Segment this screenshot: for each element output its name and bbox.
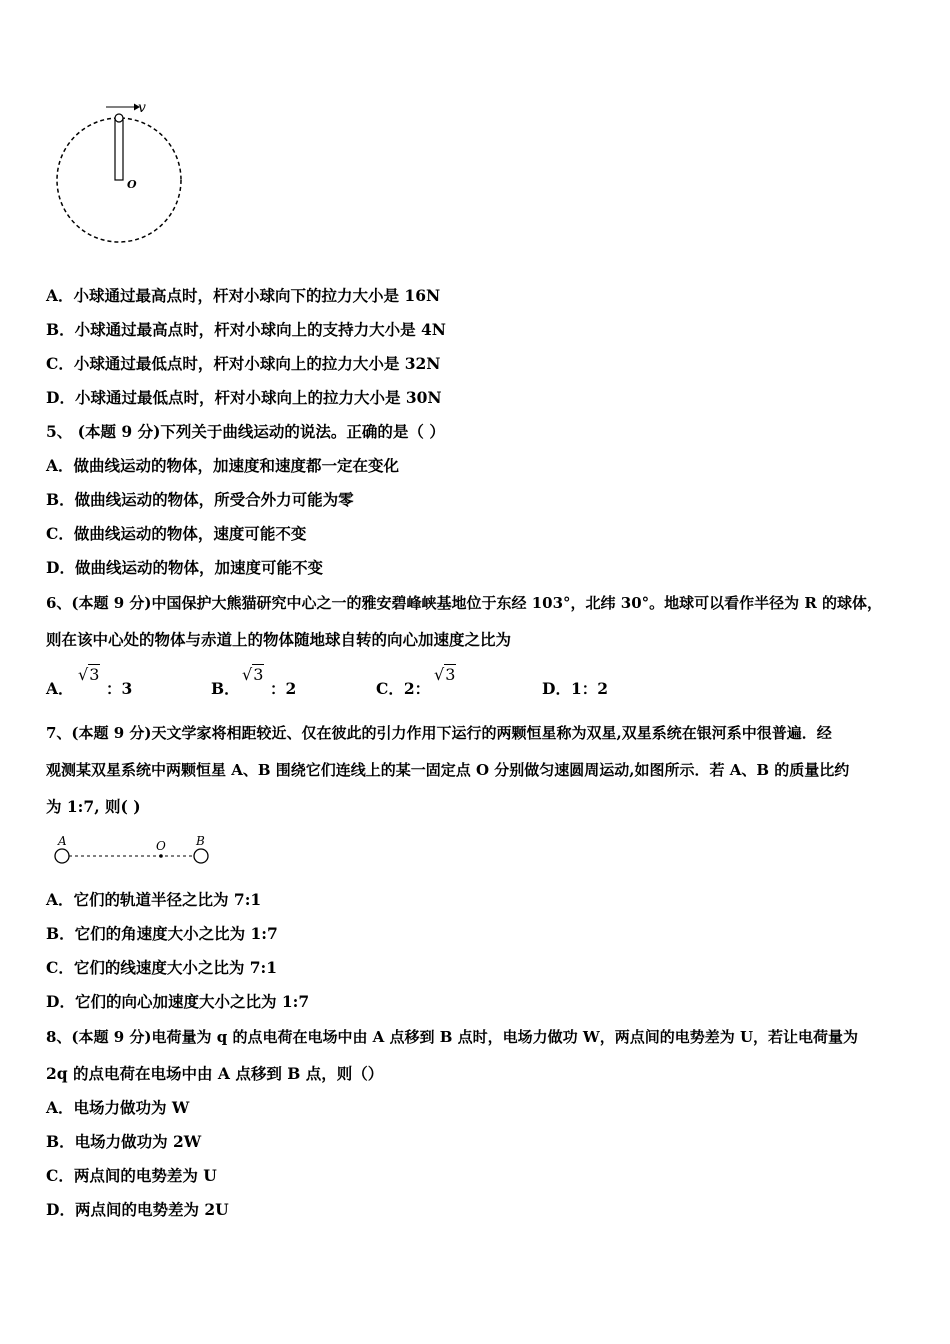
q6-stem-line2: 则在该中心处的物体与赤道上的物体随地球自转的向心加速度之比为 <box>46 630 512 649</box>
q6-stem-line1: 6、(本题 9 分)中国保护大熊猫研究中心之一的雅安碧峰峡基地位于东经 103°，北纬 30°。地球可以看作半径为 R 的球体， <box>46 594 883 612</box>
q6-option-b-sqrt: √3 <box>242 665 264 684</box>
q6-option-a: A． <box>46 679 74 698</box>
q7-stem-line1: 7、(本题 9 分)天文学家将相距较近、仅在彼此的引力作用下运行的两颗恒星称为双星,双星系统在银河系中很普遍．经 <box>46 724 832 742</box>
q7-option-c: C．它们的线速度大小之比为 7:1 <box>46 958 278 977</box>
q6-option-c: C．2： <box>376 679 431 698</box>
q4-option-c: C．小球通过最低点时，杆对小球向上的拉力大小是 32N <box>46 354 441 373</box>
q6-option-b: B． <box>211 679 240 698</box>
velocity-label: v <box>138 100 146 116</box>
q7-option-b: B．它们的角速度大小之比为 1:7 <box>46 924 278 943</box>
q4-option-d: D．小球通过最低点时，杆对小球向上的拉力大小是 30N <box>46 388 442 407</box>
q8-option-b: B．电场力做功为 2W <box>46 1132 202 1151</box>
star-b <box>194 849 208 863</box>
q8-option-c: C．两点间的电势差为 U <box>46 1166 217 1185</box>
label-b: B <box>196 834 205 848</box>
rod <box>115 118 123 180</box>
q5-option-d: D．做曲线运动的物体，加速度可能不变 <box>46 558 323 577</box>
center-label: O <box>127 178 137 191</box>
circular-motion-figure <box>50 98 190 248</box>
q8-option-a: A．电场力做功为 W <box>46 1098 190 1117</box>
star-a <box>55 849 69 863</box>
q4-option-b: B．小球通过最高点时，杆对小球向上的支持力大小是 4N <box>46 320 446 339</box>
q7-option-a: A．它们的轨道半径之比为 7:1 <box>46 890 262 909</box>
q4-option-a: A．小球通过最高点时，杆对小球向下的拉力大小是 16N <box>46 286 441 305</box>
binary-star-figure <box>50 830 215 868</box>
label-o: O <box>156 839 166 853</box>
ball <box>115 114 123 122</box>
q7-stem-line2: 观测某双星系统中两颗恒星 A、B 围绕它们连线上的某一固定点 O 分别做匀速圆周运动,如图所示．若 A、B 的质量比约 <box>46 761 850 779</box>
label-a: A <box>58 834 67 848</box>
q5-option-c: C．做曲线运动的物体，速度可能不变 <box>46 524 307 543</box>
q6-option-c-sqrt: √3 <box>434 665 456 684</box>
q5-option-a: A．做曲线运动的物体，加速度和速度都一定在变化 <box>46 456 400 475</box>
q8-stem-line2: 2q 的点电荷在电场中由 A 点移到 B 点，则（） <box>46 1064 384 1083</box>
q6-option-d: D．1：2 <box>542 679 609 698</box>
center-point-o <box>159 854 163 858</box>
q7-option-d: D．它们的向心加速度大小之比为 1:7 <box>46 992 310 1011</box>
q5-option-b: B．做曲线运动的物体，所受合外力可能为零 <box>46 490 354 509</box>
q6-option-a-rest: ：3 <box>106 679 133 698</box>
q7-stem-line3: 为 1:7, 则( ) <box>46 797 141 816</box>
q8-stem-line1: 8、(本题 9 分)电荷量为 q 的点电荷在电场中由 A 点移到 B 点时，电场力做功 W，两点间的电势差为 U，若让电荷量为 <box>46 1028 859 1046</box>
q6-option-b-rest: ：2 <box>270 679 297 698</box>
q6-option-a-sqrt: √3 <box>78 665 100 684</box>
q5-stem: 5、 (本题 9 分)下列关于曲线运动的说法。正确的是（ ） <box>46 422 445 441</box>
q8-option-d: D．两点间的电势差为 2U <box>46 1200 229 1219</box>
